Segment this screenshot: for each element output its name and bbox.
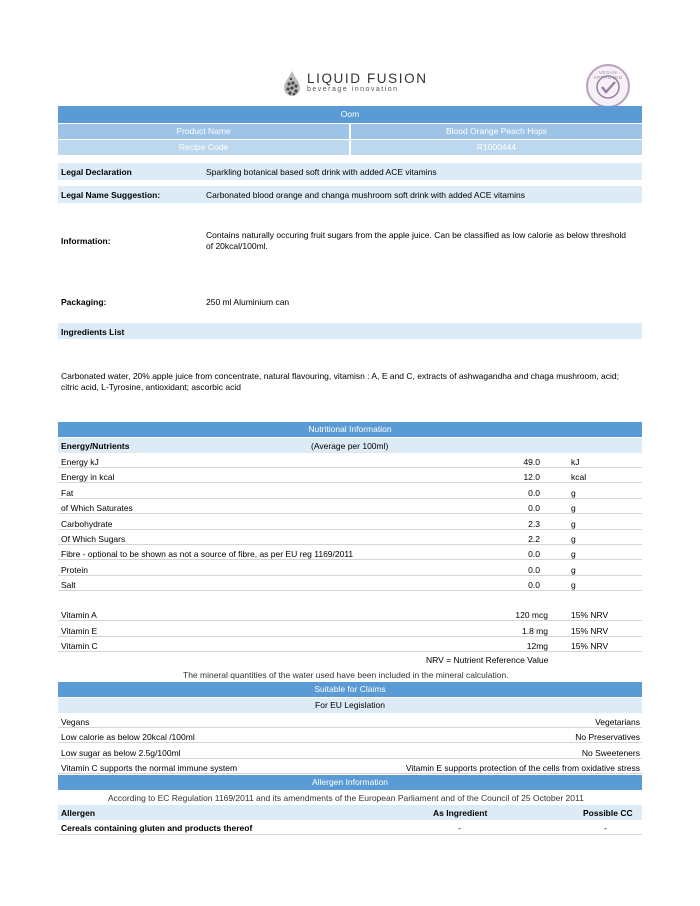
- vitamin-row-divider: [58, 620, 642, 621]
- claims-row-divider: [58, 758, 642, 759]
- information-value-line1: Contains naturally occuring fruit sugars from the apple juice. Can be classified as low calorie as below threshold: [206, 230, 627, 240]
- claim-left: Vitamin C supports the normal immune system: [61, 762, 238, 773]
- product-title-band: [58, 106, 642, 123]
- nutrition-row-value: 0.0: [528, 503, 540, 514]
- allergen-row-divider: [58, 834, 642, 835]
- nutrition-row-divider: [58, 590, 642, 591]
- information-value-line2: of 20kcal/100ml.: [206, 241, 268, 251]
- ingredients-line1: Carbonated water, 20% apple juice from concentrate, natural flavouring, vitamisn : A, E and C, extracts of ashwagandha and chaga mushroom, acid;: [61, 371, 620, 381]
- claims-subtitle-row: [58, 698, 642, 713]
- nutrition-row-name: of Which Saturates: [61, 503, 133, 514]
- claims-title: Suitable for Claims: [314, 684, 386, 694]
- nutrition-col-per-100ml: (Average per 100ml): [311, 441, 389, 451]
- badge-text: VEGAN APPROVED: [593, 70, 623, 80]
- company-logo: [281, 70, 431, 100]
- nutrition-row-divider: [58, 467, 642, 468]
- product-name-label-cell: [58, 124, 349, 139]
- nutrition-row-divider: [58, 482, 642, 483]
- vitamin-row-nrv: 15% NRV: [571, 625, 609, 636]
- claims-row-divider: [58, 742, 642, 743]
- recipe-code-value-cell: [351, 140, 642, 155]
- claim-right: Vegetarians: [595, 717, 640, 727]
- packaging-value: 250 ml Aluminium can: [206, 297, 290, 307]
- allergen-col-cc: Possible CC: [583, 808, 633, 818]
- ingredients-title: Ingredients List: [61, 327, 125, 337]
- mineral-note: The mineral quantities of the water used have been included in the mineral calculation.: [183, 670, 509, 680]
- vegan-approved-badge: [586, 64, 630, 108]
- legal-suggestion-value: Carbonated blood orange and changa mushroom soft drink with added ACE vitamins: [206, 190, 525, 200]
- nutrition-row-unit: g: [571, 518, 576, 529]
- vitamin-row-name: Vitamin C: [61, 641, 98, 651]
- nutrition-row-divider: [58, 513, 642, 514]
- nutrition-col-nutrients: Energy/Nutrients: [61, 441, 130, 451]
- allergen-col-name: Allergen: [61, 808, 96, 818]
- information-label: Information:: [61, 236, 111, 246]
- nutrition-row-divider: [58, 498, 642, 499]
- nutrition-row-divider: [58, 575, 642, 576]
- nutrition-row-divider: [58, 559, 642, 560]
- nutrition-row-value: 0.0: [528, 549, 540, 560]
- vitamin-row-value: 120 mcg: [515, 610, 548, 620]
- claim-left: Low sugar as below 2.5g/100ml: [61, 747, 181, 758]
- claims-row-divider: [58, 773, 642, 774]
- legal-suggestion-label: Legal Name Suggestion:: [61, 190, 161, 200]
- nutrition-title: Nutritional Information: [308, 424, 392, 434]
- nutrition-row-unit: kcal: [571, 472, 587, 483]
- claim-left: Vegans: [61, 717, 90, 727]
- recipe-code-label: Recipe Code: [178, 142, 229, 152]
- nutrition-row-unit: g: [571, 503, 576, 514]
- checkmark-icon: [588, 66, 628, 106]
- nutrition-row-divider: [58, 544, 642, 545]
- nutrition-row-value: 0.0: [528, 564, 540, 575]
- legal-declaration-label: Legal Declaration: [61, 167, 132, 177]
- recipe-code-label-cell: [58, 140, 349, 155]
- packaging-label: Packaging:: [61, 297, 107, 307]
- brand-name: LIQUID FUSION: [307, 71, 428, 86]
- nutrition-row-value: 2.2: [528, 534, 540, 544]
- allergen-title: Allergen Information: [311, 777, 389, 787]
- vitamin-row-name: Vitamin E: [61, 625, 98, 636]
- nutrition-row-name: Fibre - optional to be shown as not a source of fibre, as per EU reg 1169/2011: [61, 549, 354, 560]
- nutrition-row-unit: g: [571, 487, 576, 498]
- vitamin-row-nrv: 15% NRV: [571, 610, 609, 620]
- claim-left: Low calorie as below 20kcal /100ml: [61, 732, 195, 743]
- ingredients-line2: citric acid, L-Tyrosine, antioxidant; ascorbic acid: [61, 382, 241, 392]
- allergen-header-band: [58, 775, 642, 790]
- allergen-col-ingredient: As Ingredient: [433, 808, 488, 818]
- nutrition-row-divider: [58, 529, 642, 530]
- vitamin-row-divider: [58, 651, 642, 652]
- recipe-code-value: R1000444: [476, 142, 517, 152]
- logo-mark-icon: [281, 70, 303, 98]
- nutrition-row-name: Salt: [61, 580, 76, 591]
- legal-declaration-value: Sparkling botanical based soft drink with added ACE vitamins: [206, 167, 437, 177]
- claim-right: No Sweeteners: [581, 747, 640, 758]
- claim-right: No Preservatives: [575, 732, 640, 743]
- nutrition-row-name: Protein: [61, 564, 88, 575]
- nutrition-header-band: [58, 422, 642, 437]
- nutrition-row-value: 12.0: [523, 472, 540, 483]
- product-name-label: Product Name: [176, 126, 231, 136]
- allergen-columns-row: [58, 805, 642, 820]
- nutrition-row-value: 0.0: [528, 487, 540, 498]
- vitamin-row-name: Vitamin A: [61, 610, 97, 620]
- product-name-value-cell: [351, 124, 642, 139]
- claims-subtitle: For EU Legislation: [315, 700, 385, 710]
- claim-right: Vitamin E supports protection of the cells from oxidative stress: [405, 762, 640, 773]
- nutrition-row-name: Carbohydrate: [61, 518, 113, 529]
- nutrition-row-unit: g: [571, 564, 576, 575]
- product-title: Oom: [340, 109, 360, 119]
- nutrition-row-name: Energy kJ: [61, 457, 99, 467]
- nutrition-row-unit: g: [571, 534, 576, 544]
- nutrition-row-value: 0.0: [528, 580, 540, 591]
- claims-row-divider: [58, 727, 642, 728]
- brand-tagline: beverage innovation: [307, 86, 399, 93]
- nrv-note: NRV = Nutrient Reference Value: [426, 655, 549, 665]
- nutrition-row-name: Of Which Sugars: [61, 534, 126, 544]
- product-name-value: Blood Orange Peach Hops: [445, 126, 548, 136]
- nutrition-row-name: Energy in kcal: [61, 472, 115, 483]
- allergen-row-cc: -: [604, 823, 607, 833]
- allergen-row-name: Cereals containing gluten and products thereof: [61, 823, 253, 833]
- nutrition-row-value: 2.3: [528, 518, 540, 529]
- vitamin-row-value: 1.8 mg: [522, 625, 548, 636]
- vitamin-row-nrv: 15% NRV: [571, 641, 609, 651]
- vitamin-row-value: 12mg: [526, 641, 548, 651]
- nutrition-row-unit: g: [571, 549, 576, 560]
- claims-header-band: [58, 682, 642, 697]
- nutrition-row-unit: kJ: [571, 457, 580, 467]
- ingredients-header-row: [58, 323, 642, 339]
- nutrition-row-value: 49.0: [523, 457, 540, 467]
- allergen-row-ingredient: -: [458, 823, 461, 833]
- nutrition-row-name: Fat: [61, 487, 74, 498]
- allergen-regulation-note: According to EC Regulation 1169/2011 and its amendments of the European Parliament and of the Council of 25 October 2011: [108, 793, 584, 803]
- nutrition-row-unit: g: [571, 580, 576, 591]
- vitamin-row-divider: [58, 636, 642, 637]
